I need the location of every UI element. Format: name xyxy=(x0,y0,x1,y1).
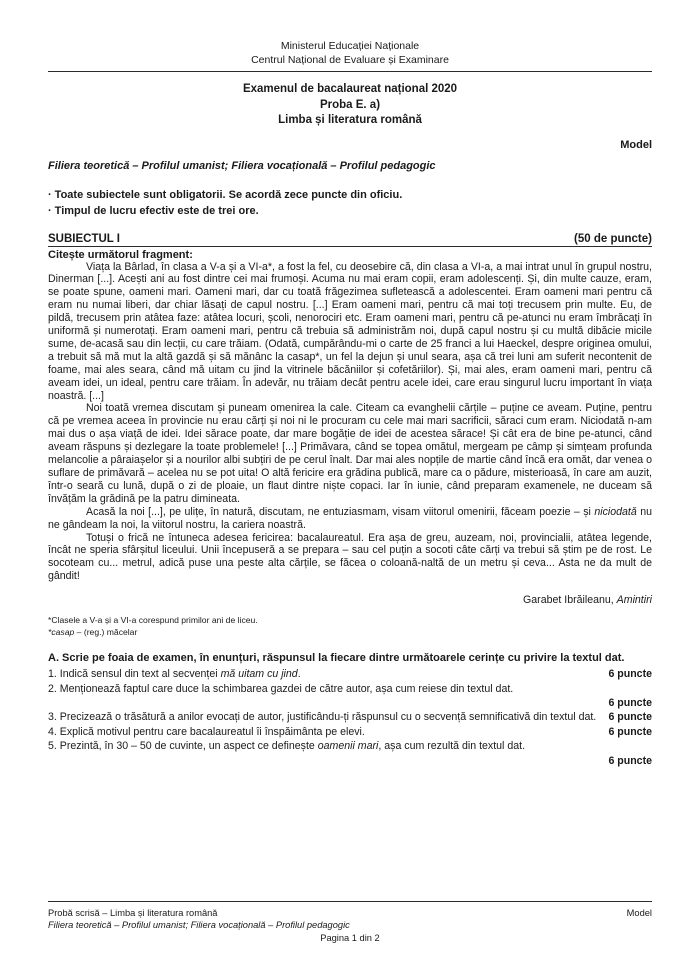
exam-title-line-1: Examenul de bacalaureat național 2020 xyxy=(242,83,458,95)
instruction-item-2 xyxy=(48,203,652,219)
task-a-questions-list xyxy=(48,667,652,768)
footnote-1: *Clasele a V-a și a VI-a corespund primilor ani de liceu. xyxy=(48,615,258,626)
excerpt-paragraph-3 xyxy=(48,506,652,532)
header-divider-rule xyxy=(48,71,652,72)
question-number-4: 4. xyxy=(48,725,57,738)
footnote-2 xyxy=(48,627,652,639)
footer-divider-rule xyxy=(48,901,652,902)
question-text-pre-2: Menționează faptul care duce la schimbarea gazdei de către autor, așa cum reiese din textul dat. xyxy=(56,682,514,695)
literary-excerpt xyxy=(48,261,652,584)
excerpt-p3-italic: niciodată xyxy=(594,505,637,518)
question-text-pre-4: Explică motivul pentru care bacalaureatul îi înspăimânta pe elevi. xyxy=(56,725,365,738)
model-label-header: Model xyxy=(620,138,652,151)
excerpt-p3-pre: Acasă la noi [...], pe ulițe, în natură, discutam, ne entuziasmam, visam viitorul omenirii, făceam poezie – și xyxy=(86,505,595,518)
excerpt-paragraph-1: Viața la Bârlad, în clasa a V-a și a VI-a*, a fost la fel, cu deosebire că, din clasa a VI-a, a mai intrat unul în grupul nostru, Dinerman [...]. Acești ani au fost dintre cei mai frumoși. Acuma nu mai eram copii, eram adolescenți. Și, din multe cauze, eram, se poate spune, oameni mari. Oameni mari, dar cu toată frăgezimea sufletească a adolescentei. Eram oameni mari pentru că eram nu numai liberi, dar chiar lăsați de capul nostru. [...] Eram oameni mari, pentru că mai toți trecusem prin multe. Eu, de pildă, trecusem prin atâtea faze: atâtea locuri, școli, nenorociri etc. Eram oameni mari, pentru că pe-atunci nu eram îmbrăcați în uniformă și numerotați. Eram oameni mari, pentru că trebuia să administrăm noi, după capul nostru și cu multă dibăcie micile sume, de-acasă sau din lecții, cu care trăiam. (Odată, cumpărându-mi o carte de 25 franci a lui Haeckel, despre originea omului, a trebuit să mă mut la altă gazdă și să mănânc la casap*, un fel la dejun și unul seara, așa că trei luni am suferit necontenit de foame, mai ales seara, când mă uitam cu jind la vitrinele băcăniilor și cofetăriilor). Și, mai ales, eram oameni mari, pentru că aveam idei, un ideal, pentru care trăiam. În adevăr, nu trăiam decât pentru acele idei, care erau singurul lucru important în viața noastră. [...] xyxy=(48,260,652,402)
ministry-masthead xyxy=(48,0,652,67)
footnote-2-term: *casap xyxy=(48,626,75,637)
instruction-text-2: Timpul de lucru efectiv este de trei ore. xyxy=(54,204,259,217)
exam-title-block xyxy=(48,82,652,129)
subject-title: SUBIECTUL I xyxy=(48,232,120,245)
question-item-4 xyxy=(48,725,652,739)
question-item-2 xyxy=(48,682,652,711)
question-text-post-5: , așa cum rezultă din textul dat. xyxy=(378,740,526,753)
question-item-1 xyxy=(48,667,652,681)
subject-heading-bar xyxy=(48,233,652,247)
excerpt-attribution xyxy=(48,594,652,606)
exam-title-line-2: Proba E. a) xyxy=(319,98,381,111)
question-italic-1: mă uitam cu jind xyxy=(220,668,298,681)
page-content xyxy=(48,0,652,963)
excerpt-paragraph-4: Totuși o frică ne întuneca adesea fericirea: bacalaureatul. Era așa de greu, auzeam, noi, provincialii, atâtea legende, încât ne speria sfârșitul liceului. Unii începuseră a se prepara – sau cel puțin a socoti câte cărți va trebui să știm pe de rost. Le socoteam cu... metrul, adică puse una peste alta cărțile, se făcea o coloană-naltă de un metru și ceva... Asta ne da mult de gândit! xyxy=(48,531,652,583)
subject-points: (50 de puncte) xyxy=(574,232,652,245)
question-points-1: 6 puncte xyxy=(608,668,652,681)
excerpt-paragraph-2: Noi toată vremea discutam și puneam omenirea la cale. Citeam ca evanghelii cărțile – puține ce aveam. Puține, pentru că pe vremea aceea în provincie nu erau cărți și noi ni le procuram cu cele mai mari sacrificii, săraci cum eram. Niciodată n-am mai dus o așa viață de idei. Idei sărace poate, dar mare bogăție de idei de acestea sărace! Și cât era de bine pe-atunci, când aveam răspuns și dezlegare la toate problemele! [...] Primăvara, când se topea omătul, mergeam pe câmp și simțeam profunda melancolie a pâraiașelor și a nourilor albi subțiri de pe cerul înalt. Dar mai ales nopțile de martie când încă era omăt, dar venea o suflare de primăvară – acelea nu se pot uita! O altă fericire era grădina publică, mare ca o pădure, misterioasă, în care am auzit, într-o seară cu lună, după o zi de ploaie, un flaut dintre niște copaci. Iar în iunie, când preparam examenele, ne duceam să învățăm la grădină pe la patru dimineata. xyxy=(48,402,652,505)
instruction-item-1 xyxy=(48,187,652,203)
instruction-text-1: Toate subiectele sunt obligatorii. Se acordă zece puncte din oficiu. xyxy=(54,188,403,201)
ministry-line-2: Centrul Național de Evaluare și Examinare xyxy=(251,53,449,66)
question-points-2: 6 puncte xyxy=(608,696,652,709)
question-number-5: 5. xyxy=(48,740,57,753)
question-number-1: 1. xyxy=(48,668,57,681)
footnote-2-definition: – (reg.) măcelar xyxy=(74,626,138,637)
page-footer xyxy=(48,901,652,944)
excerpt-p3-post: nu ne gândeam la noi, la viitorul nostru, la cariera noastră. xyxy=(48,505,652,531)
question-points-3: 6 puncte xyxy=(608,711,652,724)
filiera-profile-line: Filiera teoretică – Profilul umanist; Filiera vocațională – Profilul pedagogic xyxy=(48,159,436,172)
question-points-5: 6 puncte xyxy=(608,754,652,767)
question-text-pre-1: Indică sensul din text al secvenței xyxy=(56,668,221,681)
question-text-pre-3: Precizează o trăsătură a anilor evocați de autor, justificându-ți răspunsul cu o secvență semnificativă din textul dat. xyxy=(56,711,597,724)
instructions-list xyxy=(48,187,652,219)
question-points-4: 6 puncte xyxy=(608,725,652,738)
question-item-3 xyxy=(48,710,652,724)
footer-top-row xyxy=(48,907,652,919)
exam-title-line-3: Limba și literatura română xyxy=(278,114,422,126)
question-text-post-1: . xyxy=(297,668,301,681)
question-number-2: 2. xyxy=(48,682,57,695)
question-item-5 xyxy=(48,739,652,768)
question-text-pre-5: Prezintă, în 30 – 50 de cuvinte, un aspect ce definește xyxy=(56,740,318,753)
task-a-heading: A. Scrie pe foaia de examen, în enunțuri, răspunsul la fiecare dintre următoarele cerințe cu privire la textul dat. xyxy=(48,652,625,665)
footer-filiera-line: Filiera teoretică – Profilul umanist; Filiera vocațională – Profilul pedagogic xyxy=(48,920,350,931)
question-number-3: 3. xyxy=(48,711,57,724)
excerpt-work-title: Amintiri xyxy=(616,594,652,607)
bullet-dot-icon: · xyxy=(48,188,52,201)
footer-model-label: Model xyxy=(626,908,652,918)
read-fragment-prompt: Citește următorul fragment: xyxy=(48,248,193,261)
excerpt-author: Garabet Ibrăileanu, xyxy=(523,594,617,607)
footer-exam-line: Probă scrisă – Limba și literatura română xyxy=(48,908,218,918)
ministry-line-1: Ministerul Educației Naționale xyxy=(280,40,420,52)
question-italic-5: oamenii mari xyxy=(317,740,379,753)
footer-page-number: Pagina 1 din 2 xyxy=(320,932,380,943)
footnotes-block xyxy=(48,615,652,638)
bullet-dot-icon: · xyxy=(48,204,52,217)
